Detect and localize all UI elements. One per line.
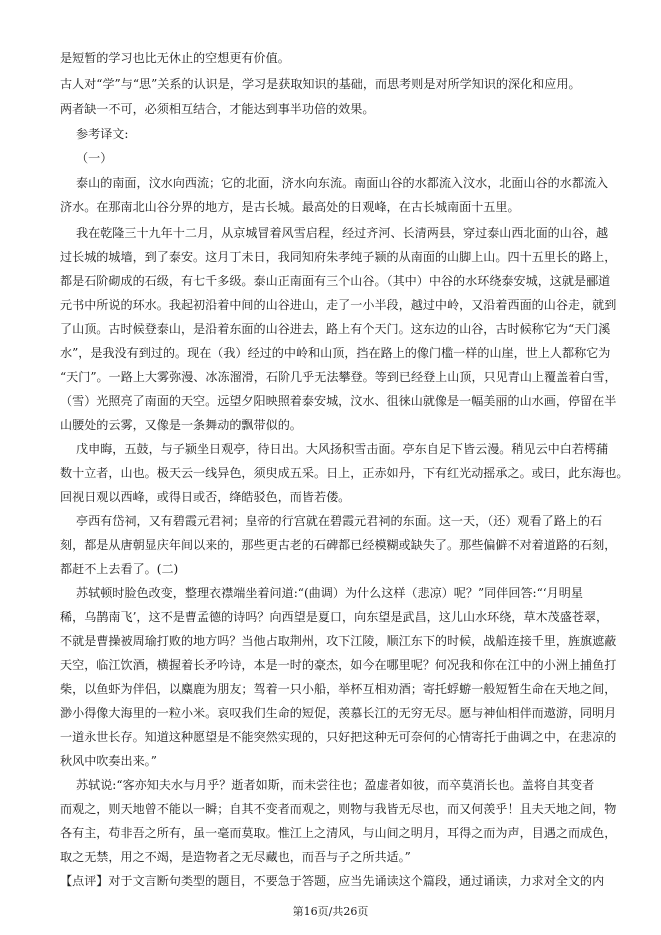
text-line: 数十立者，山也。极天云一线异色，须臾成五采。日上，正赤如丹，下有红光动摇承之。或曰，此东海也。 [60, 466, 629, 480]
text-line: 水”，是我没有到过的。现在（我）经过的中岭和山顶，挡在路上的像门槛一样的山崖，世上人都称它为 [60, 346, 611, 360]
page-number: 第16页/共26页 [292, 905, 369, 918]
text-line: 亭西有岱祠，又有碧霞元君祠；皇帝的行宫就在碧霞元君祠的东面。这一天，（还）观看了路上的石 [76, 514, 603, 528]
text-line: 天空，临江饮酒，横握着长矛吟诗，本是一时的豪杰，如今在哪里呢？何况我和你在江中的小洲上捕鱼打 [60, 658, 617, 672]
text-line: 回视日观以西峰，或得日或否，绛皓驳色，而皆若偻。 [60, 490, 351, 504]
text-line: 都是石阶砌成的石级，有七千多级。泰山正南面有三个山谷。（其中）中谷的水环绕泰安城，这就是郦道 [60, 274, 611, 288]
commentary-line: 【点评】对于文言断句类型的题目，不要急于答题，应当先诵读这个篇段，通过诵读，力求对全文的内 [60, 874, 605, 888]
text-line: （雪）光照亮了南面的天空。远望夕阳映照着泰安城，汶水、徂徕山就像是一幅美丽的山水画，停留在半 [60, 394, 617, 408]
text-line: 秋风中吹奏出来。” [60, 754, 157, 768]
text-line: 都赶不上去看了。(二) [60, 562, 179, 576]
text-line: 取之无禁，用之不竭，是造物者之无尽藏也，而吾与子之所共适。” [60, 850, 411, 864]
text-line: 而观之，则天地曾不能以一瞬；自其不变者而观之，则物与我皆无尽也，而又何羡乎！且夫天地之间，物 [60, 802, 617, 816]
text-line: 我在乾隆三十九年十二月，从京城冒着风雪启程，经过齐河、长清两县，穿过泰山西北面的山谷，越 [76, 226, 609, 240]
text-line: 柴，以鱼虾为伴侣，以麋鹿为朋友；驾着一只小船，举杯互相劝酒；寄托蜉蝣一般短暂生命在天地之间， [60, 682, 617, 696]
section-heading: 参考译文: [76, 127, 129, 141]
text-line: 山腰处的云雾，又像是一条舞动的飘带似的。 [60, 418, 302, 432]
text-line: 苏轼顿时脸色改变，整理衣襟端坐着问道:“(曲调）为什么这样（悲凉）呢？”同伴回答:“‘月明星 [76, 586, 583, 600]
text-line: “天门”。一路上大雾弥漫、冰冻溜滑，石阶几乎无法攀登。等到已经登上山顶，只见青山上覆盖着白雪， [60, 370, 617, 384]
text-line: 苏轼说:“客亦知夫水与月乎？逝者如斯，而未尝往也；盈虚者如彼，而卒莫消长也。盖将自其变者 [76, 778, 595, 792]
text-line: 不就是曹操被周瑜打败的地方吗？当他占取荆州，攻下江陵，顺江东下的时候，战船连接千里，旌旗遮蔽 [60, 634, 617, 648]
section-number: （一） [76, 151, 113, 165]
text-line: 一道永世长存。知道这种愿望是不能突然实现的，只好把这种无可奈何的心情寄托于曲调之中，在悲凉的 [60, 730, 617, 744]
text-line: 过长城的城墙，到了泰安。这月丁未日，我同知府朱孝纯子颍的从南面的山脚上山。四十五里长的路上， [60, 250, 617, 264]
text-line: 元书中所说的环水。我起初沿着中间的山谷进山，走了一小半段，越过中岭，又沿着西面的山谷走，就到 [60, 298, 617, 312]
text-line: 泰山的南面，汶水向西流；它的北面，济水向东流。南面山谷的水都流入汶水，北面山谷的水都流入 [76, 176, 609, 190]
text-line: 刻，都是从唐朝显庆年间以来的，那些更古老的石碑都已经模糊或缺失了。那些偏僻不对着道路的石刻， [60, 538, 617, 552]
text-line: 了山顶。古时候登泰山，是沿着东面的山谷进去，路上有个天门。这东边的山谷，古时候称它为“天门溪 [60, 322, 611, 336]
text-line: 戊申晦，五鼓，与子颍坐日观亭，待日出。大风扬积雪击面。亭东自足下皆云漫。稍见云中白若樗蒱 [76, 442, 609, 456]
text-line: 各有主，苟非吾之所有，虽一毫而莫取。惟江上之清风，与山间之明月，耳得之而为声，目遇之而成色， [60, 826, 617, 840]
text-line: 济水。在那南北山谷分界的地方，是古长城。最高处的日观峰，在古长城南面十五里。 [60, 200, 520, 214]
text-line: 渺小得像大海里的一粒小米。哀叹我们生命的短促，羡慕长江的无穷无尽。愿与神仙相伴而遨游，同明月 [60, 706, 617, 720]
text-line: 古人对“学”与“思”关系的认识是，学习是获取知识的基础，而思考则是对所学知识的深化和应用。 [60, 77, 581, 91]
text-line: 稀，乌鹊南飞’，这不是曹孟德的诗吗？向西望是夏口，向东望是武昌，这儿山水环绕，草木茂盛苍翠， [60, 610, 609, 624]
text-line: 是短暂的学习也比无休止的空想更有价值。 [60, 51, 290, 65]
text-line: 两者缺一不可，必须相互结合，才能达到事半功倍的效果。 [60, 102, 375, 116]
